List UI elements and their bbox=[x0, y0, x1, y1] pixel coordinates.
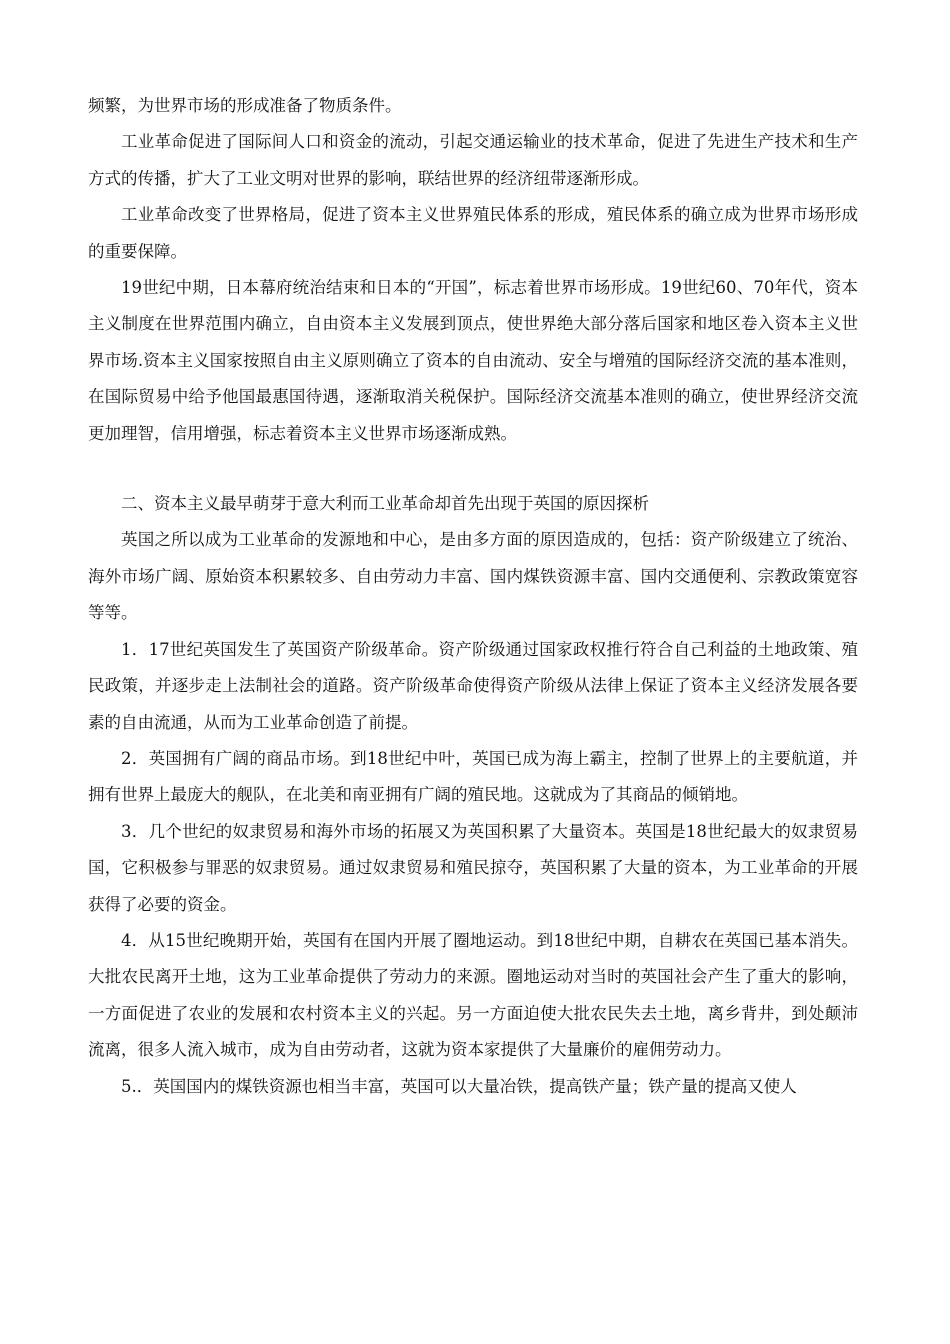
list-item-1: 1．17世纪英国发生了英国资产阶级革命。资产阶级通过国家政权推行符合自己利益的土地政策、殖民政策，并逐步走上法制社会的道路。资产阶级革命使得资产阶级从法律上保证了资本主义经济发展各要素的自由流通，从而为工业革命创造了前提。 bbox=[88, 639, 858, 732]
section-heading: 二、资本主义最早萌芽于意大利而工业革命却首先出现于英国的原因探析 bbox=[121, 494, 649, 514]
list-item-3: 3．几个世纪的奴隶贸易和海外市场的拓展又为英国积累了大量资本。英国是18世纪最大的奴隶贸易国，它积极参与罪恶的奴隶贸易。通过奴隶贸易和殖民掠夺，英国积累了大量的资本，为工业革命的开展获得了必要的资金。 bbox=[88, 821, 858, 914]
document-page bbox=[88, 88, 858, 1105]
paragraph-intro: 英国之所以成为工业革命的发源地和中心，是由多方面的原因造成的，包括：资产阶级建立了统治、海外市场广阔、原始资本积累较多、自由劳动力丰富、国内煤铁资源丰富、国内交通便利、宗教政策宽容等等。 bbox=[88, 530, 858, 623]
paragraph-world-market-formation: 19世纪中期，日本幕府统治结束和日本的“开国”，标志着世界市场形成。19世纪60、70年代，资本主义制度在世界范围内确立，自由资本主义发展到顶点，使世界绝大部分落后国家和地区卷入资本主义世界市场.资本主义国家按照自由主义原则确立了资本的自由流动、安全与增殖的国际经济交流的基本准则，在国际贸易中给予他国最惠国待遇，逐渐取消关税保护。国际经济交流基本准则的确立，使世界经济交流更加理智，信用增强，标志着资本主义世界市场逐渐成熟。 bbox=[88, 278, 858, 443]
list-item-4: 4．从15世纪晚期开始，英国有在国内开展了圈地运动。到18世纪中期，自耕农在英国已基本消失。大批农民离开土地，这为工业革命提供了劳动力的来源。圈地运动对当时的英国社会产生了重大的影响，一方面促进了农业的发展和农村资本主义的兴起。另一方面迫使大批农民失去土地，离乡背井，到处颠沛流离，很多人流入城市，成为自由劳动者，这就为资本家提供了大量廉价的雇佣劳动力。 bbox=[88, 930, 858, 1060]
list-item-5: 5.．英国国内的煤铁资源也相当丰富，英国可以大量冶铁，提高铁产量；铁产量的提高又使人 bbox=[121, 1076, 797, 1096]
paragraph-continuation: 频繁，为世界市场的形成准备了物质条件。 bbox=[88, 96, 402, 115]
section-spacer bbox=[88, 452, 858, 486]
list-item-2: 2．英国拥有广阔的商品市场。到18世纪中叶，英国已成为海上霸主，控制了世界上的主要航道，并拥有世界上最庞大的舰队，在北美和南亚拥有广阔的殖民地。这就成为了其商品的倾销地。 bbox=[88, 748, 858, 805]
paragraph-industrial-revolution-flow: 工业革命促进了国际间人口和资金的流动，引起交通运输业的技术革命，促进了先进生产技术和生产方式的传播，扩大了工业文明对世界的影响，联结世界的经济纽带逐渐形成。 bbox=[88, 132, 858, 188]
paragraph-colonial-system: 工业革命改变了世界格局，促进了资本主义世界殖民体系的形成，殖民体系的确立成为世界市场形成的重要保障。 bbox=[88, 205, 858, 261]
